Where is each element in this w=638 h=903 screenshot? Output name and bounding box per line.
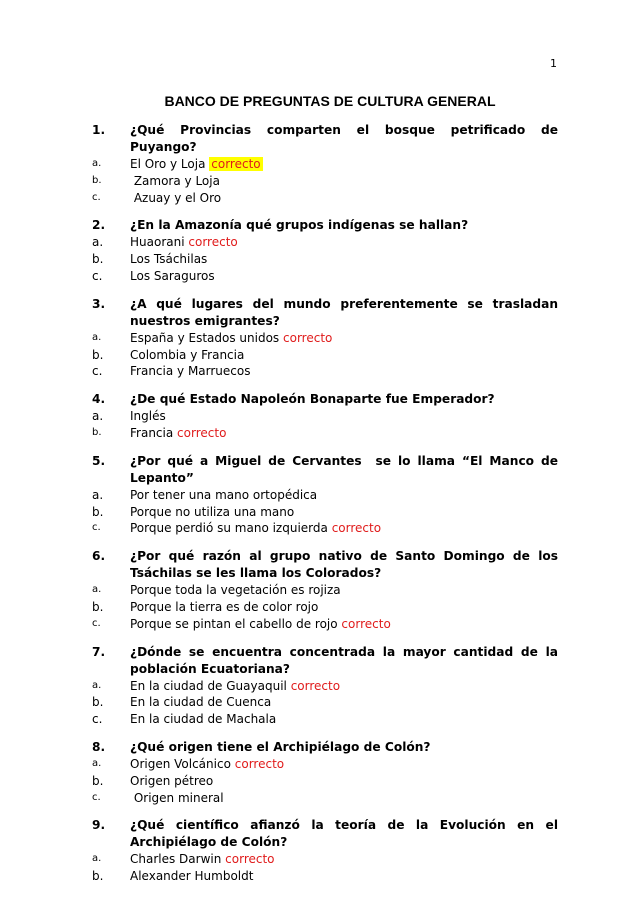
answer-text: Colombia y Francia: [130, 347, 245, 362]
correct-marker: correcto: [283, 330, 333, 345]
question-text: ¿Por qué a Miguel de Cervantes se lo llama “El Manco de: [130, 453, 558, 468]
question-3: [92, 296, 558, 380]
question-text: ¿De qué Estado Napoleón Bonaparte fue Emperador?: [130, 392, 495, 407]
correct-marker: correcto: [225, 852, 275, 867]
answer-option: [92, 851, 558, 868]
answer-letter: a.: [92, 584, 102, 596]
question-text: ¿Por qué razón al grupo nativo de Santo Domingo de los: [130, 549, 558, 564]
question-2: [92, 217, 558, 284]
answer-letter: c.: [92, 268, 103, 283]
answer-letter: b.: [92, 504, 104, 519]
answer-option: [92, 234, 558, 251]
question-text-continued: población Ecuatoriana?: [130, 661, 290, 676]
question-text-continued: Lepanto”: [130, 470, 194, 485]
answer-text: El Oro y Loja: [130, 157, 206, 171]
answer-letter: c.: [92, 712, 103, 727]
answer-text: Francia y Marruecos: [130, 364, 251, 379]
correct-marker: correcto: [290, 678, 341, 693]
answer-text: Origen mineral: [130, 790, 224, 805]
answer-letter: a.: [92, 853, 102, 865]
question-text: ¿A qué lugares del mundo preferentemente se trasladan: [130, 296, 558, 311]
answer-option: [92, 678, 558, 695]
question-text-continued: Archipiélago de Colón?: [130, 835, 288, 850]
answer-text: Origen Volcánico: [130, 756, 231, 771]
answer-option: [92, 190, 558, 207]
answer-option: [92, 756, 558, 773]
answer-option: [92, 868, 558, 885]
answer-letter: c.: [92, 617, 101, 629]
answer-text: Azuay y el Oro: [130, 190, 222, 205]
question-text: ¿Qué Provincias comparten el bosque petrificado de Puyango?: [130, 123, 558, 154]
answer-text: Porque la tierra es de color rojo: [130, 599, 319, 614]
answer-option: [92, 425, 558, 442]
answer-letter: c.: [92, 364, 103, 379]
answer-letter: c.: [92, 522, 101, 534]
page-number: 1: [550, 57, 557, 70]
question-text: ¿Dónde se encuentra concentrada la mayor cantidad de la: [130, 644, 558, 659]
answer-option: [92, 347, 558, 364]
question-6: [92, 548, 558, 632]
answer-option: [92, 520, 558, 537]
answer-letter: b.: [92, 599, 104, 614]
answer-text: Charles Darwin: [130, 852, 226, 867]
answer-letter: a.: [92, 158, 102, 169]
answer-option: [92, 330, 558, 347]
question-4: [92, 391, 558, 442]
answer-text: Inglés: [130, 409, 166, 424]
answer-text: Origen pétreo: [130, 773, 214, 788]
question-text: ¿Qué origen tiene el Archipiélago de Colón?: [130, 739, 431, 754]
answer-letter: a.: [92, 487, 104, 502]
answer-letter: a.: [92, 409, 104, 424]
answer-option: [92, 773, 558, 790]
question-9: [92, 817, 558, 885]
answer-letter: a.: [92, 235, 104, 250]
answer-letter: b.: [92, 695, 104, 710]
answer-letter: b.: [92, 869, 104, 884]
answer-text: En la ciudad de Machala: [130, 712, 277, 727]
answer-option: [92, 504, 558, 521]
answer-option: [92, 487, 558, 504]
correct-marker: correcto: [234, 756, 285, 771]
answer-option: [92, 582, 558, 599]
answer-letter: c.: [92, 791, 101, 803]
answer-text: Porque perdió su mano izquierda: [130, 521, 328, 536]
answer-text: Porque no utiliza una mano: [130, 504, 295, 519]
answer-option: [92, 711, 558, 728]
answer-letter: a.: [92, 757, 102, 769]
answer-text: Porque se pintan el cabello de rojo: [130, 616, 338, 631]
question-5: [92, 453, 558, 537]
correct-marker: correcto: [341, 616, 391, 631]
answer-letter: b.: [92, 252, 104, 267]
answer-text: Los Saraguros: [130, 268, 215, 283]
answer-option: [92, 694, 558, 711]
answer-letter: c.: [92, 191, 101, 203]
answer-option: [92, 173, 558, 190]
question-number: 3.: [92, 296, 106, 311]
question-number: 2.: [92, 218, 106, 233]
question-list: [92, 122, 558, 896]
answer-text: Huaorani: [130, 235, 185, 250]
correct-marker: correcto: [177, 425, 227, 440]
answer-option: [92, 268, 558, 285]
correct-marker: correcto: [188, 235, 238, 250]
answer-option: [92, 363, 558, 380]
question-7: [92, 644, 558, 728]
correct-marker: correcto: [331, 521, 382, 536]
question-text: ¿En la Amazonía qué grupos indígenas se hallan?: [130, 218, 469, 233]
answer-text: En la ciudad de Cuenca: [130, 695, 272, 710]
question-text: ¿Qué científico afianzó la teoría de la Evolución en el: [130, 818, 558, 833]
question-text-continued: nuestros emigrantes?: [130, 313, 280, 328]
document-title: BANCO DE PREGUNTAS DE CULTURA GENERAL: [164, 93, 496, 109]
question-number: 5.: [92, 453, 106, 468]
answer-letter: b.: [92, 174, 102, 186]
question-8: [92, 739, 558, 806]
answer-letter: a.: [92, 679, 102, 691]
answer-letter: a.: [92, 331, 102, 343]
answer-option: [92, 599, 558, 616]
answer-letter: b.: [92, 426, 102, 438]
answer-option: [92, 790, 558, 807]
answer-text: Porque toda la vegetación es rojiza: [130, 583, 341, 598]
answer-option: [92, 408, 558, 425]
answer-option: [92, 616, 558, 633]
question-number: 6.: [92, 549, 106, 564]
answer-letter: b.: [92, 347, 104, 362]
question-number: 9.: [92, 818, 106, 833]
answer-text: Zamora y Loja: [130, 173, 220, 188]
answer-letter: b.: [92, 773, 104, 788]
question-number: 8.: [92, 739, 106, 754]
question-text-continued: Tsáchilas se les llama los Colorados?: [130, 566, 382, 581]
answer-option: [92, 156, 558, 173]
correct-marker: correcto: [211, 157, 261, 171]
answer-text: En la ciudad de Guayaquil: [130, 678, 287, 693]
answer-text: Los Tsáchilas: [130, 252, 208, 267]
answer-text: Por tener una mano ortopédica: [130, 487, 318, 502]
answer-text: Alexander Humboldt: [130, 869, 254, 884]
answer-text: España y Estados unidos: [130, 330, 280, 345]
question-1: [92, 122, 558, 206]
question-number: 7.: [92, 644, 106, 659]
question-number: 4.: [92, 392, 106, 407]
answer-text: Francia: [130, 425, 174, 440]
question-number: 1.: [92, 123, 106, 137]
answer-option: [92, 251, 558, 268]
